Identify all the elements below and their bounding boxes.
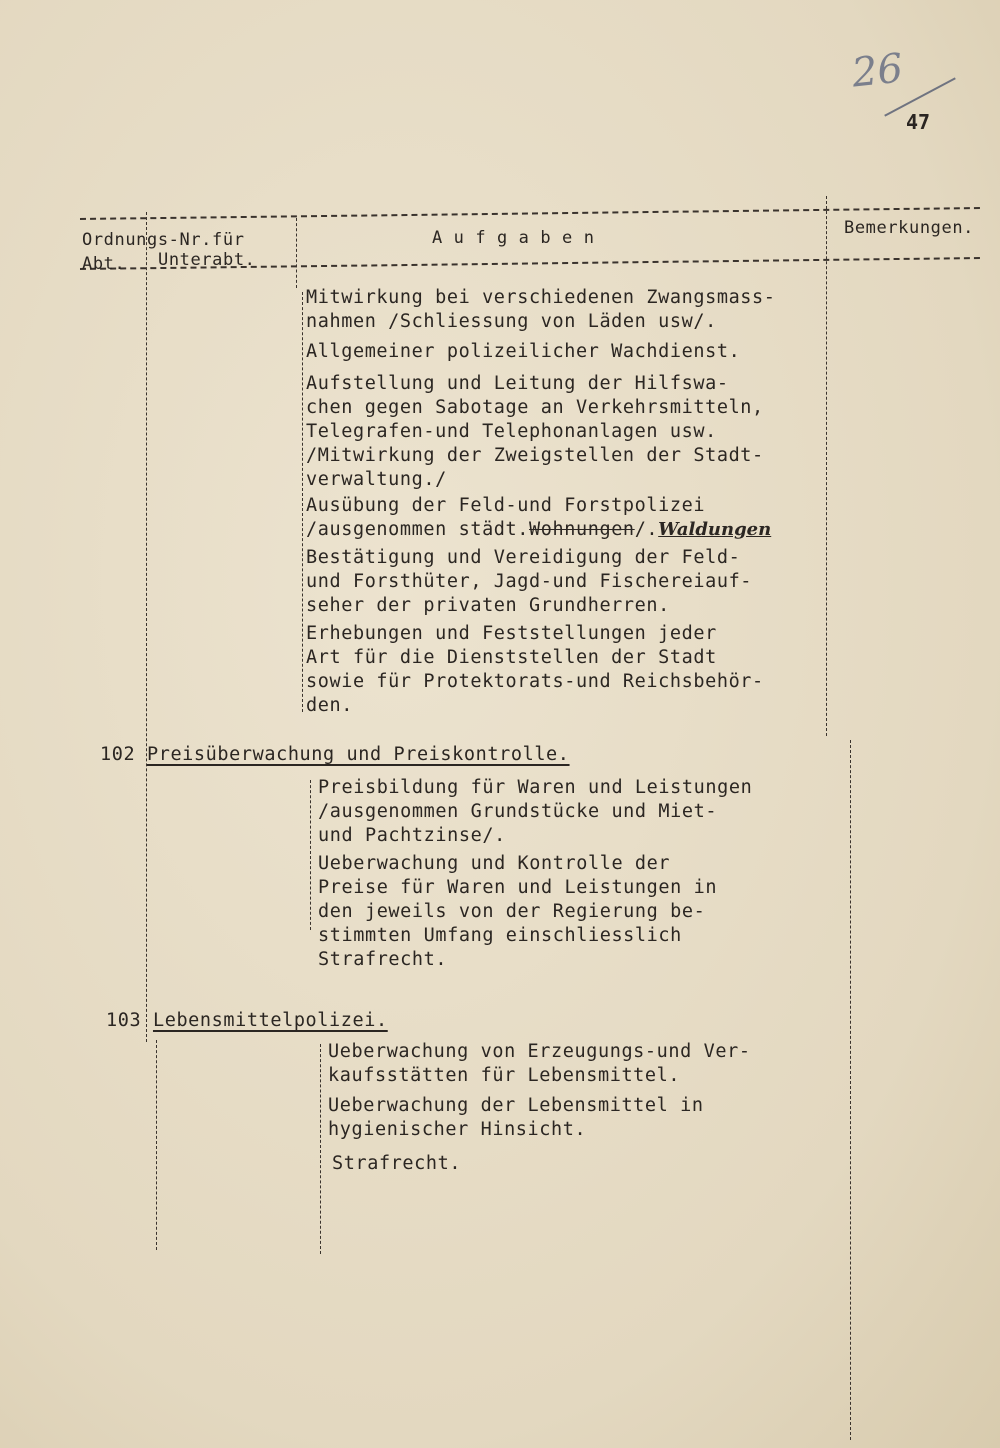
- section-title: Preisüberwachung und Preiskontrolle.: [146, 744, 570, 765]
- text-margin-rule-103: [320, 1044, 321, 1254]
- header-bemerkungen: Bemerkungen.: [844, 218, 975, 238]
- task-line: Allgemeiner polizeilicher Wachdienst.: [306, 341, 741, 362]
- task-line: den jeweils von der Regierung be-: [318, 901, 706, 922]
- section-number: 102: [100, 744, 136, 765]
- header-ordnungs-nr: Ordnungs-Nr.für: [82, 230, 245, 250]
- task-line: /Mitwirkung der Zweigstellen der Stadt-: [306, 445, 764, 466]
- text-margin-rule-101: [302, 292, 303, 712]
- handwritten-correction: Waldungen: [658, 519, 772, 540]
- task-line: Ueberwachung von Erzeugungs-und Ver-: [328, 1041, 751, 1062]
- section-number: 103: [106, 1010, 142, 1031]
- handwritten-folio-number: 26: [849, 45, 906, 97]
- task-line: Strafrecht.: [332, 1153, 462, 1174]
- column-divider-bemerkungen-lower: [850, 740, 851, 1440]
- task-line: Ueberwachung der Lebensmittel in: [328, 1095, 704, 1116]
- task-line: nahmen /Schliessung von Läden usw/.: [306, 311, 717, 332]
- task-line: Mitwirkung bei verschiedenen Zwangsmass-: [306, 287, 776, 308]
- task-line: stimmten Umfang einschliesslich: [318, 925, 682, 946]
- forst-exception-slash: /.: [634, 519, 659, 540]
- task-line: chen gegen Sabotage an Verkehrsmitteln,: [306, 397, 764, 418]
- task-line: Aufstellung und Leitung der Hilfswa-: [306, 373, 729, 394]
- section-title: Lebensmittelpolizei.: [152, 1010, 388, 1031]
- task-line: Erhebungen und Feststellungen jeder: [306, 623, 717, 644]
- header-abt: Abt.: [82, 254, 126, 274]
- task-line: Ausübung der Feld-und Forstpolizei: [306, 495, 706, 516]
- task-line: Telegrafen-und Telephonanlagen usw.: [306, 421, 717, 442]
- task-line: /ausgenommen Grundstücke und Miet-: [318, 801, 718, 822]
- task-line-forst-exception: [306, 518, 771, 542]
- section-102-heading: [100, 744, 570, 765]
- section-103-heading: [106, 1010, 388, 1031]
- task-line: Ueberwachung und Kontrolle der: [318, 853, 671, 874]
- column-divider-abt-lower: [156, 1040, 157, 1250]
- task-line: Strafrecht.: [318, 949, 448, 970]
- forst-exception-prefix: /ausgenommen städt.: [306, 519, 530, 540]
- header-aufgaben: A u f g a b e n: [432, 228, 595, 248]
- text-margin-rule-102: [310, 780, 311, 930]
- page-number: 47: [906, 110, 931, 134]
- task-line: und Forsthüter, Jagd-und Fischereiauf-: [306, 571, 753, 592]
- column-divider-abt: [146, 212, 147, 1042]
- task-line: sowie für Protektorats-und Reichsbehör-: [306, 671, 764, 692]
- task-line: Preisbildung für Waren und Leistungen: [318, 777, 753, 798]
- task-line: und Pachtzinse/.: [318, 825, 506, 846]
- task-line: kaufsstätten für Lebensmittel.: [328, 1065, 681, 1086]
- task-line: hygienischer Hinsicht.: [328, 1119, 587, 1140]
- header-unterabt: Unterabt.: [158, 250, 256, 270]
- column-divider-bemerkungen: [826, 196, 827, 736]
- task-line: Bestätigung und Vereidigung der Feld-: [306, 547, 741, 568]
- task-line: seher der privaten Grundherren.: [306, 595, 670, 616]
- task-line: den.: [306, 695, 353, 716]
- task-line: Art für die Dienststellen der Stadt: [306, 647, 717, 668]
- task-line: Preise für Waren und Leistungen in: [318, 877, 718, 898]
- task-line: verwaltung./: [306, 469, 447, 490]
- struck-word: Wohnungen: [529, 519, 635, 540]
- column-divider-aufgaben: [296, 218, 297, 288]
